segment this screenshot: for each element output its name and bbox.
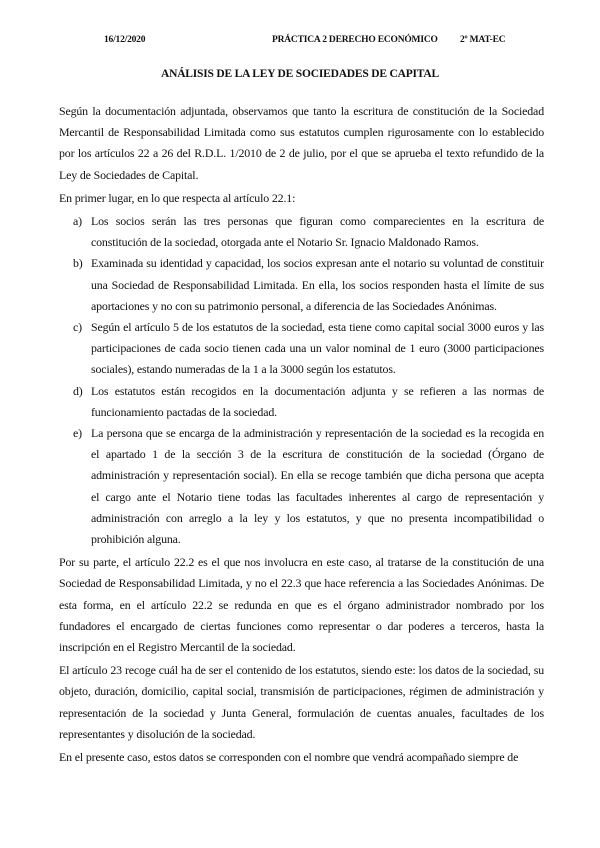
- list-item-text: Los estatutos están recogidos en la documentación adjunta y se refieren a las normas de funcionamiento pactadas de la sociedad.: [91, 383, 544, 419]
- list-marker: c): [73, 320, 82, 335]
- document-title: ANÁLISIS DE LA LEY DE SOCIEDADES DE CAPITAL: [160, 68, 439, 80]
- article-23-paragraph: El artículo 23 recoge cuál ha de ser el contenido de los estatutos, siendo este: los datos de la sociedad, su objeto, duración, domicilio, capital social, transmisión de participaciones, régimen de administración y representación de la sociedad y Junta General, formulación de cuentas anuales, facultades de los representantes y disolución de la sociedad.: [59, 663, 544, 741]
- list-item: [59, 211, 544, 253]
- list-item: [59, 253, 544, 317]
- list-item: [59, 423, 544, 550]
- list-marker: e): [73, 426, 82, 441]
- header-group: 2º MAT-EC: [460, 35, 506, 45]
- page-header: [0, 35, 600, 49]
- list-item-text: Según el artículo 5 de los estatutos de la sociedad, esta tiene como capital social 3000 euros y las participaciones de cada socio tienen cada una un valor nominal de 1 euro (3000 participaciones sociales), estando numeradas de la 1 a la 3000 según los estatutos.: [91, 320, 544, 377]
- intro-paragraph: Según la documentación adjuntada, observamos que tanto la escritura de constitución de la Sociedad Mercantil de Responsabilidad Limitada como sus estatutos cumplen rigurosamente con lo establecido por los artículos 22 a 26 del R.D.L. 1/2010 de 2 de julio, por el que se aprueba el texto refundido de la Ley de Sociedades de Capital.: [59, 104, 544, 182]
- list-item: [59, 317, 544, 381]
- article-22-2-paragraph: Por su parte, el artículo 22.2 es el que nos involucra en este caso, al tratarse de la constitución de una Sociedad de Responsabilidad Limitada, y no el 22.3 que hace referencia a las Sociedades Anónimas. De esta forma, en el artículo 22.2 se redunda en que es el órgano administrador nombrado por los fundadores el encargado de ciertas funciones como representar o dar poderes a terceros, hasta la inscripción en el Registro Mercantil de la sociedad.: [59, 555, 544, 655]
- list-item-text: Los socios serán las tres personas que figuran como comparecientes en la escritura de constitución de la sociedad, otorgada ante el Notario Sr. Ignacio Maldonado Ramos.: [91, 214, 544, 250]
- list-item-text: La persona que se encarga de la administración y representación de la sociedad es la recogida en el apartado 1 de la sección 3 de la escritura de constitución de la sociedad (Órgano de administración y representación social). En ella se recoge también que dicha persona que acepta el cargo ante el Notario tiene todas las facultades inherentes al cargo de representación y administración con arreglo a la ley y los estatutos, y que no presenta incompatibilidad o prohibición alguna.: [91, 426, 544, 547]
- list-item-text: Examinada su identidad y capacidad, los socios expresan ante el notario su voluntad de constituir una Sociedad de Responsabilidad Limitada. En ella, los socios responden hasta el límite de sus aportaciones y no con su patrimonio personal, a diferencia de las Sociedades Anónimas.: [91, 256, 544, 313]
- list-item: [59, 381, 544, 423]
- header-date: 16/12/2020: [104, 35, 146, 45]
- first-place-paragraph: En primer lugar, en lo que respecta al artículo 22.1:: [59, 190, 296, 205]
- article-22-1-list: [59, 211, 544, 550]
- header-course: PRÁCTICA 2 DERECHO ECONÓMICO: [272, 35, 438, 45]
- document-body: [59, 101, 544, 770]
- present-case-paragraph: En el presente caso, estos datos se corresponden con el nombre que vendrá acompañado siempre de: [59, 750, 519, 765]
- list-marker: d): [73, 383, 83, 398]
- list-marker: b): [73, 256, 83, 271]
- list-marker: a): [73, 214, 82, 229]
